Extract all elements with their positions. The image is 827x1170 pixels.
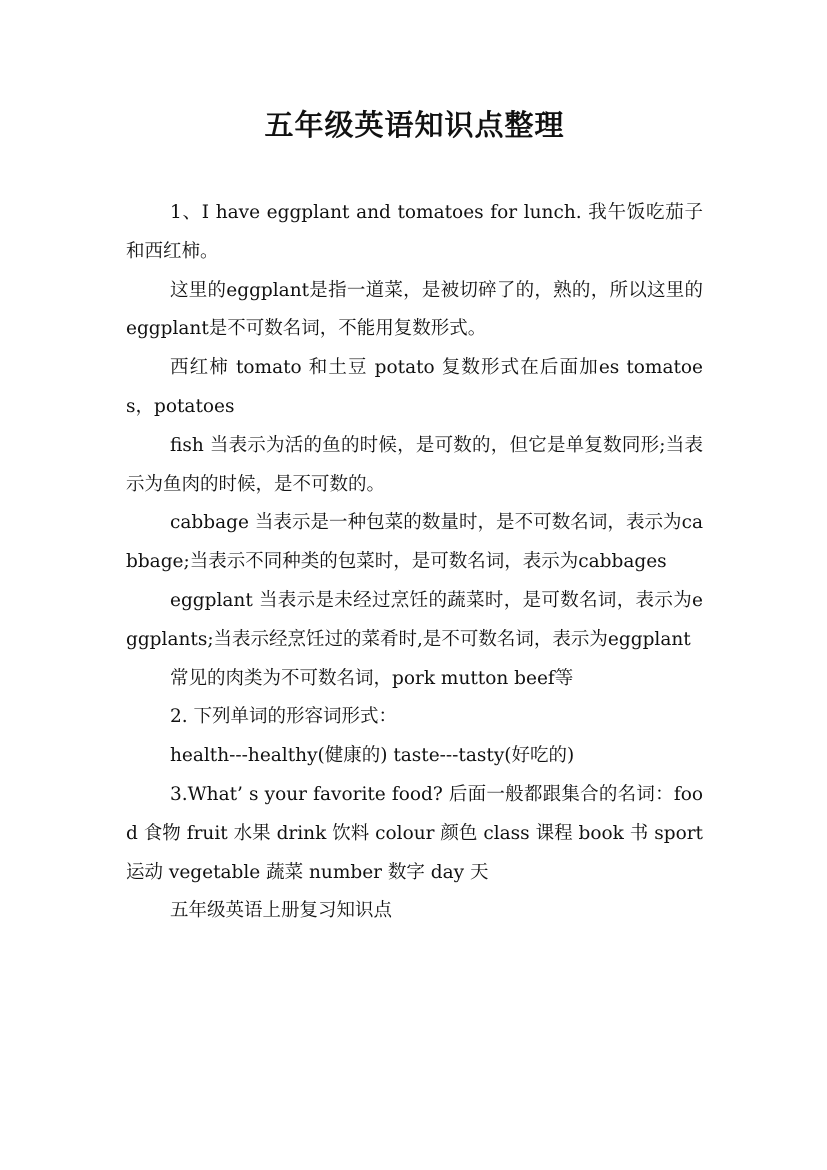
paragraph-favorite-food: 3.What’ s your favorite food? 后面一般都跟集合的名词：food 食物 fruit 水果 drink 饮料 colour 颜色 class 课程 book 书 sport 运动 vegetable 蔬菜 number 数字 day 天 [126, 783, 703, 883]
paragraph-tomato-potato-plural: 西红柿 tomato 和土豆 potato 复数形式在后面加es tomatoes，potatoes [126, 357, 703, 417]
document-title: 五年级英语知识点整理 [264, 108, 565, 142]
paragraph-lunch-example: 1、I have eggplant and tomatoes for lunch. 我午饭吃茄子和西红柿。 [126, 202, 703, 262]
paragraph-eggplant-dish: 这里的eggplant是指一道菜，是被切碎了的，熟的，所以这里的eggplant是不可数名词，不能用复数形式。 [126, 279, 703, 340]
paragraph-adjective-heading: 2. 下列单词的形容词形式： [170, 706, 398, 728]
paragraph-eggplant-countable: eggplant 当表示是未经过烹饪的蔬菜时，是可数名词，表示为eggplants;当表示经烹饪过的菜肴时,是不可数名词，表示为eggplant [126, 589, 703, 650]
paragraph-cabbage: cabbage 当表示是一种包菜的数量时，是不可数名词，表示为cabbage;当表示不同种类的包菜时，是可数名词，表示为cabbages [126, 512, 703, 573]
paragraph-fish: fish 当表示为活的鱼的时候，是可数的，但它是单复数同形;当表示为鱼肉的时候，是不可数的。 [126, 434, 703, 495]
paragraph-adjective-forms: health---healthy(健康的) taste---tasty(好吃的) [170, 745, 575, 767]
paragraph-section-heading: 五年级英语上册复习知识点 [170, 900, 393, 922]
document-body [126, 194, 703, 931]
paragraph-meat-uncountable: 常见的肉类为不可数名词，pork mutton beef等 [170, 667, 574, 689]
